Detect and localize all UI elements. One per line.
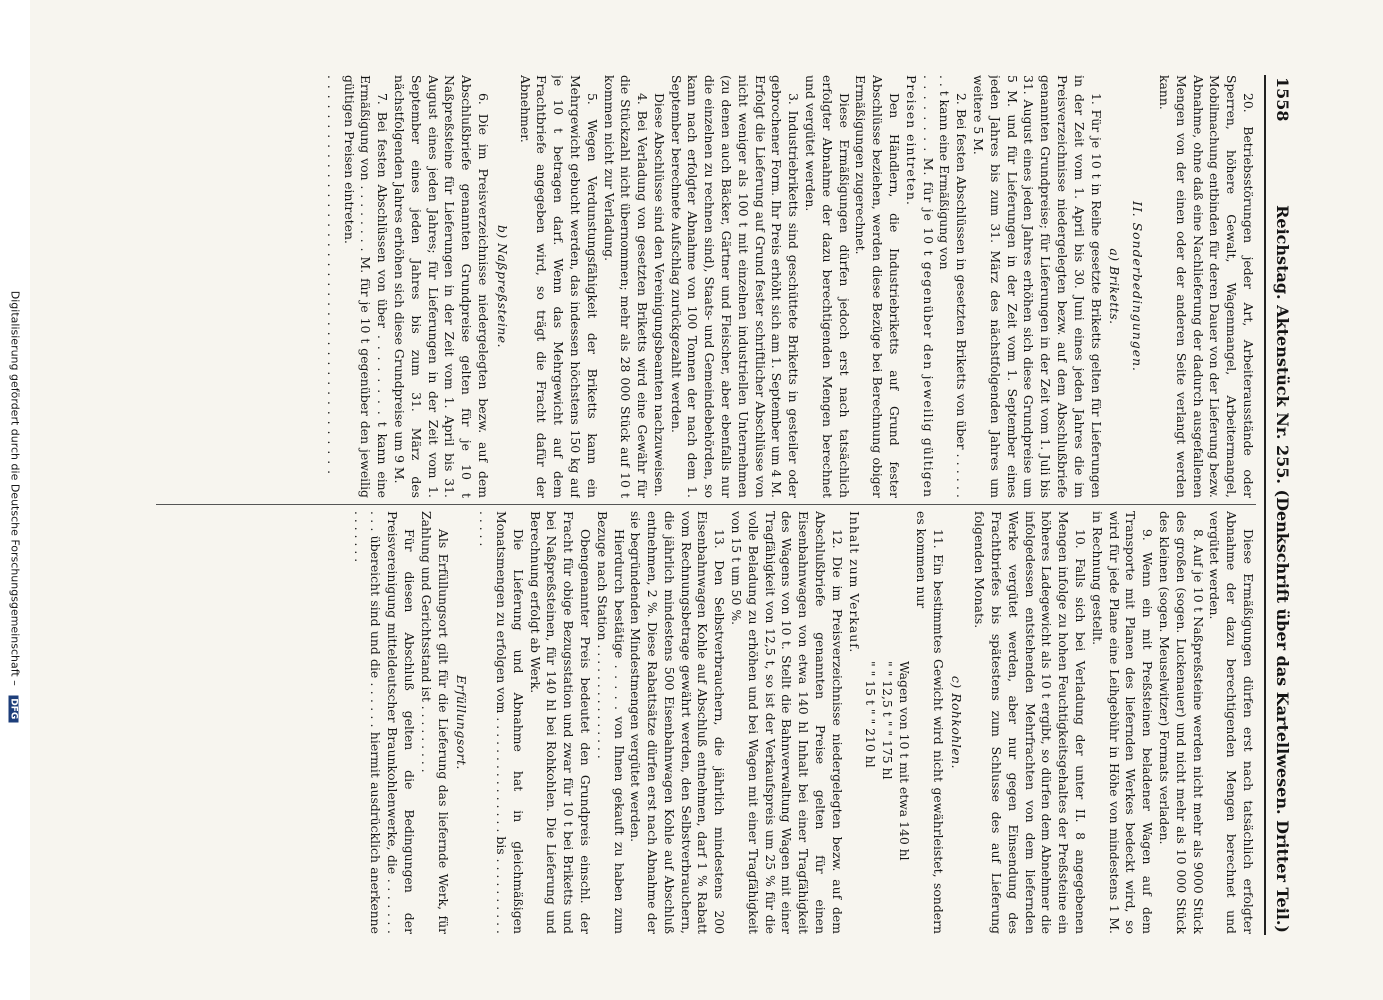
paragraph: 6. Die im Preisverzeichnisse niedergelegten bezw. auf dem Abschlußbriefe genannten Grundpreise gelten für je 10 t Naßpreßsteine für Lieferungen in der Zeit vom 1. April bis 31. August eines jeden Jahres; für Lieferungen in der Zeit vom 1. September eines jeden Jahres bis zum 31. März des nächstfolgenden Jahres erhöhen sich diese Grundpreise um 9 M.	[391, 75, 491, 498]
page-number: 1558	[1273, 77, 1293, 122]
wagon-capacity-line: Wagen von 10 t mit etwa 140 hl	[897, 661, 913, 861]
subsection-heading: a) Briketts.	[1107, 248, 1123, 325]
paragraph: 13. Den Selbstverbrauchern, die jährlich mindestens 200 Eisenbahnwagen Kohle auf Abschluß entnehmen, darf 1 % Rabatt vom Rechnungsbetrage gewährt werden, den Selbstverbrauchern, die jährlich mindestens 500 Eisenbahnwagen Kohle auf Abschluß entnehmen, 2 %. Diese Rabattsätze dürfen erst nach Abnahme der sie begründenden Mindestmengen vergütet werden.	[628, 511, 728, 934]
paragraph: 20. Betriebsstörungen jeder Art, Arbeiterausstände oder Sperren, höhere Gewalt, Wagenmangel, Arbeitermangel, Mobilmachung entbinden für deren Dauer von der Lieferung bezw. Abnahme, ohne daß eine Nachlieferung der dadurch ausgefallenen Mengen von der einen oder der anderen Seite verlangt werden kann.	[1157, 75, 1256, 498]
paragraph: Die Lieferung und Abnahme hat in gleichmäßigen Monatsmengen zu erfolgen vom . . . . . . . . . . . . . . . bis . . . . . . . . . . . . . . .	[477, 511, 526, 934]
wagon-capacity-line: " " 12,5 t " " 175 hl	[880, 661, 896, 780]
paragraph: Diese Ermäßigungen dürfen erst nach tatsächlich erfolgter Abnahme der dazu berechtigenden Mengen berechnet und vergütet werden.	[1207, 511, 1256, 934]
page-title: Reichstag. Aktenstück Nr. 255. (Denkschrift über das Kartellwesen. Dritter Teil.)	[1273, 205, 1293, 933]
page-header	[1264, 75, 1300, 935]
paragraph: 10. Falls sich bei Verladung der unter II. 8 angegebenen Mengen infolge zu hohen Feuchtigkeitsgehaltes der Preßsteine ein höheres Ladegewicht als 10 t ergibt, so dürfen dem Abnehmer die infolgedessen entstehenden Mehrfrachten von dem liefernden Werke vergütet werden, aber nur gegen Einsendung des Frachtbriefes bis spätestens zum Schlusse des auf Lieferung folgenden Monats.	[972, 511, 1089, 934]
paragraph: 12. Die im Preisverzeichnisse niedergelegten bezw. auf dem Abschlußbriefe genannten Preise gelten für einen Eisenbahnwagen von etwa 140 hl Inhalt bei einer Tragfähigkeit des Wagens von 10 t. Stellt die Bahnverwaltung Wagen mit einer Tragfähigkeit von 12,5 t, so ist der Verkaufspreis um 25 % für die volle Beladung zu erhöhen und bei Wagen mit einer Tragfähigkeit von 15 t um 50 %.	[729, 511, 845, 934]
section-heading: II. Sonderbedingungen.	[1130, 201, 1146, 372]
paragraph: 8. Auf je 10 t Naßpreßsteine werden nicht mehr als 9000 Stück des großen (sogen. Luckenauer) und nicht mehr als 10 000 Stück des kleinen (sogen. Meuselwitzer) Formats verladen.	[1157, 511, 1206, 934]
paragraph: Als Erfüllungsort gilt für die Lieferung das liefernde Werk, für Zahlung und Gerichtsstand ist . . . . . . . . .	[418, 511, 451, 934]
subsection-heading: Erfüllungsort.	[454, 674, 470, 770]
paragraph: 5. Wegen Verdunstungsfähigkeit der Briketts kann ein Mehrgewicht gebucht werden, das indessen höchstens 150 kg auf je 10 t betragen darf. Wenn das Mehrgewicht auf dem Frachtbriefe angegeben wird, so trägt die Fracht dafür der Abnehmer.	[517, 75, 600, 498]
paragraph: Diese Abschlüsse sind den Vereinigungsbeamten nachzuweisen.	[651, 93, 667, 497]
paragraph: 3. Industriebriketts sind geschüttete Briketts in gesteiler oder gebrochener Form. Ihr Preis erhöht sich am 1. September um 4 M. Erfolgt die Lieferung auf Grund fester schriftlicher Abschlüsse von nicht weniger als 100 t mit einzelnen industriellen Unternehmen (zu denen auch Bäcker, Gärtner und Fleischer, aber ebenfalls nur die einzelnen zu rechnen sind), Staats- und Gemeindebehörden, so kann nach erfolgter Abnahme von 100 Tonnen der nach dem 1. September berechnete Aufschlag zurückgezahlt werden.	[668, 75, 802, 498]
right-column	[156, 511, 1256, 934]
paragraph: . . . . . . . . M. für je 10 t gegenüber den jeweilig gültigen Preisen eintreten.	[903, 75, 936, 498]
column-divider	[156, 504, 1256, 505]
paragraph: Diese Ermäßigungen dürfen jedoch erst nach tatsächlich erfolgter Abnahme der dazu berechtigenden Mengen berechnet und vergütet werden.	[803, 75, 852, 498]
rotated-page-content	[150, 75, 1300, 935]
paragraph: 7. Bei festen Abschlüssen von über . . . . . . . . t kann eine Ermäßigung von . . . . . . . . M. für je 10 t gegenüber den jeweilig gültigen Preisen eintreten.	[341, 75, 391, 498]
text-columns	[156, 75, 1256, 935]
digitization-credit	[9, 17, 22, 997]
paragraph: 9. Wenn ein mit Preßsteinen beladener Wagen auf dem Transporte mit Planen des liefernden Werkes bedeckt wird, so wird für jede Plane eine Leihgebühr in Höhe von mindestens 1 M. in Rechnung gestellt.	[1089, 511, 1156, 934]
document-page	[150, 75, 1300, 935]
paragraph: 11. Ein bestimmtes Gewicht wird nicht gewährleistet, sondern es kommen nur	[913, 511, 946, 934]
digitization-sidebar	[0, 0, 30, 1000]
dfg-logo: DFG	[9, 695, 19, 722]
paragraph: Hierdurch bestätige . . . . . von Ihnen gekauft zu haben zum Bezuge nach Station . . . . . . . . . . . . . . .	[594, 511, 627, 934]
paragraph: Den Händlern, die Industriebriketts auf Grund fester Abschlüsse beziehen, werden diese Bezüge bei Berechnung obiger Ermäßigungen zugerechnet.	[853, 75, 903, 498]
paragraph: Inhalt zum Verkauf.	[846, 511, 862, 654]
paragraph: Obengenannter Preis bedeutet den Grundpreis einschl. der Fracht für obige Bezugsstation und zwar für 10 t bei Briketts und bei Naßpreßsteinen, für 140 hl bei Rohkohlen. Die Lieferung und Berechnung erfolgt ab Werk.	[527, 511, 593, 934]
dotted-line: . . . . . . . . . . . . . . . . . . . . . . . . . . . . . . . . . . . . . . . . .	[324, 75, 340, 476]
wagon-capacity-line: " " 15 t " " 210 hl	[863, 661, 879, 768]
digitization-credit-text: Digitalisierung gefördert durch die Deutsche Forschungsgemeinschaft –	[8, 290, 22, 686]
paragraph: 1. Für je 10 t in Reihe gesetzte Briketts gelten für Lieferungen in der Zeit vom 1. April bis 30. Juni eines jeden Jahres die im Preisverzeichnisse niedergelegten bezw. auf dem Abschlußbriefe genannten Grundpreise; für Lieferungen in der Zeit vom 1. Juli bis 31. August eines jeden Jahres erhöhen sich diese Grundpreise um 5 M. und für Lieferungen in der Zeit vom 1. September eines jeden Jahres bis zum 31. März des nächstfolgenden Jahres um weitere 5 M.	[971, 75, 1104, 498]
subsection-heading: b) Naßpreßsteine.	[494, 224, 510, 349]
paragraph: 2. Bei festen Abschlüssen in gesetzten Briketts von über . . . . . . . . t kann eine Ermäßigung von	[937, 75, 970, 498]
paragraph: 4. Bei Verladung von gesetzten Briketts wird eine Gewähr für die Stückzahl nicht übernommen; mehr als 28 000 Stück auf 10 t kommen nicht zur Verladung.	[601, 75, 651, 498]
subsection-heading: c) Rohkohlen.	[949, 675, 965, 770]
paragraph: Für diesen Abschluß gelten die Bedingungen der Preisvereinigung mitteldeutscher Braunkohlenwerke, die . . . . . . . . . . übereicht sind und die . . . . . . hiermit ausdrücklich anerkenne . . . . . . .	[351, 511, 417, 934]
left-column	[156, 75, 1256, 498]
